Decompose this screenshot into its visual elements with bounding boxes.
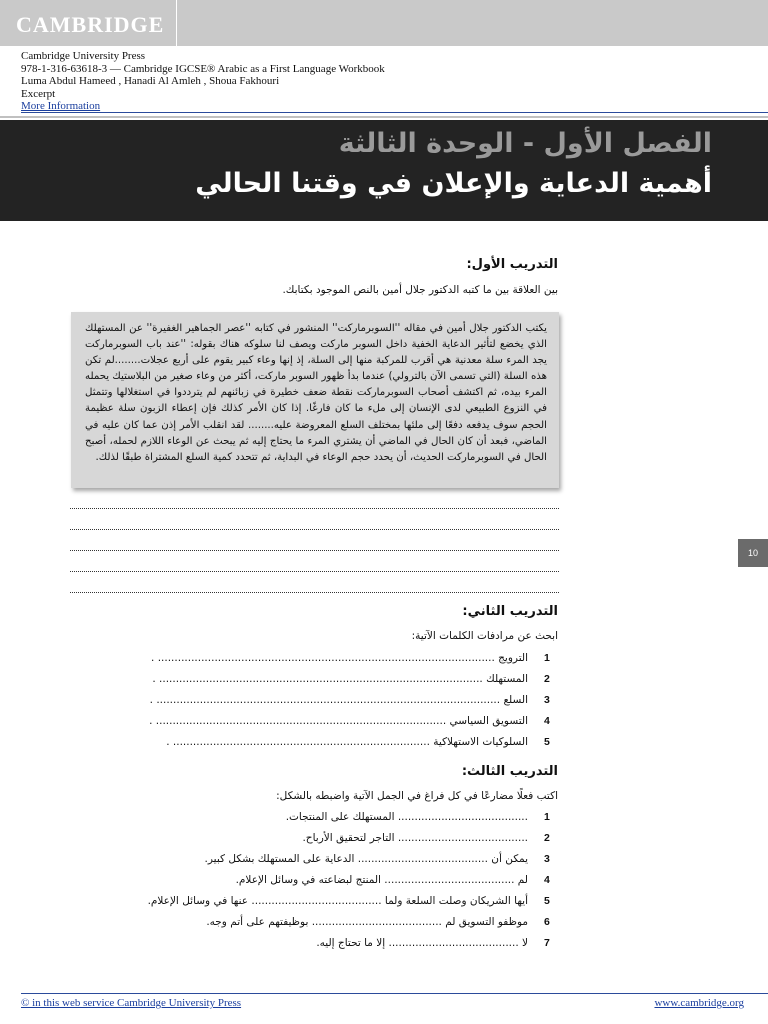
exercise-1-instruction: بين العلاقة بين ما كتبه الدكتور جلال أمين بالنص الموجود بكتابك.	[282, 284, 558, 296]
answer-line[interactable]	[70, 571, 559, 572]
item-text[interactable]: السلع ....................................................................................................... .	[149, 694, 528, 706]
item-text[interactable]: موظفو التسويق لم ....................................... بوظيفتهم على أتم وجه.	[206, 916, 528, 928]
list-item	[68, 853, 558, 874]
item-number: 1	[544, 811, 550, 823]
item-number: 4	[544, 715, 550, 727]
excerpt-label: Excerpt	[21, 87, 56, 100]
cambridge-website-link[interactable]: www.cambridge.org	[654, 997, 744, 1009]
item-number: 2	[544, 673, 550, 685]
list-item	[68, 694, 558, 715]
publisher-name: Cambridge University Press	[21, 50, 146, 62]
more-information-link[interactable]: More Information	[21, 100, 101, 112]
item-number: 5	[544, 895, 550, 907]
item-text[interactable]: الترويج ..................................................................................................... .	[151, 652, 528, 664]
item-text[interactable]: لا ....................................... إلا ما تحتاج إليه.	[316, 937, 528, 949]
list-item	[68, 715, 558, 736]
item-text[interactable]: لم ....................................... المنتج لبضاعته في وسائل الإعلام.	[235, 874, 528, 886]
copyright-link[interactable]: © in this web service Cambridge University Press	[21, 997, 242, 1009]
list-item	[68, 736, 558, 757]
item-number: 4	[544, 874, 550, 886]
list-item	[68, 937, 558, 958]
exercise-1-heading: التدريب الأول:	[466, 257, 558, 272]
item-number: 3	[544, 853, 550, 865]
logo-separator	[176, 0, 177, 46]
item-text[interactable]: ....................................... المستهلك على المنتجات.	[285, 811, 528, 823]
exercise-2-heading: التدريب الثاني:	[462, 604, 558, 619]
item-number: 1	[544, 652, 550, 664]
authors: Luma Abdul Hameed , Hanadi Al Amleh , Shoua Fakhouri	[21, 75, 280, 87]
exercise-2-instruction: ابحث عن مرادفات الكلمات الآتية:	[411, 630, 558, 642]
answer-line[interactable]	[70, 529, 559, 530]
list-item	[68, 916, 558, 937]
cambridge-logo: CAMBRIDGE	[16, 12, 165, 37]
item-number: 7	[544, 937, 550, 949]
list-item	[68, 832, 558, 853]
list-item	[68, 895, 558, 916]
item-text[interactable]: التسويق السياسي ....................................................................................... .	[149, 715, 528, 727]
list-item	[68, 811, 558, 832]
item-number: 3	[544, 694, 550, 706]
item-text[interactable]: المستهلك ................................................................................................. .	[152, 673, 528, 685]
item-text[interactable]: السلوكيات الاستهلاكية ............................................................................. .	[166, 736, 528, 748]
answer-line[interactable]	[70, 508, 559, 509]
chapter-unit-title: الفصل الأول - الوحدة الثالثة	[338, 128, 712, 159]
item-number: 2	[544, 832, 550, 844]
item-text[interactable]: يمكن أن ....................................... الدعاية على المستهلك بشكل كبير.	[204, 853, 528, 865]
item-number: 6	[544, 916, 550, 928]
fill-in-verbs-list	[68, 811, 558, 958]
answer-line[interactable]	[70, 550, 559, 551]
header-divider-grey	[0, 116, 768, 118]
synonyms-list	[68, 652, 558, 757]
item-text[interactable]: أيها الشريكان وصلت السلعة ولما ....................................... عنها في وسائل الإعلام.	[147, 895, 528, 907]
exercise-3-instruction: اكتب فعلًا مضارعًا في كل فراغ في الجمل الآتية واضبطه بالشكل:	[276, 790, 558, 802]
footer-divider	[21, 993, 768, 994]
page-number-tab: 10	[738, 539, 768, 567]
header-divider	[21, 112, 768, 113]
list-item	[68, 652, 558, 673]
item-number: 5	[544, 736, 550, 748]
list-item	[68, 874, 558, 895]
answer-line[interactable]	[70, 592, 559, 593]
book-metadata	[21, 50, 385, 113]
quote-box: يكتب الدكتور جلال أمين في مقاله ''السوبرماركت'' المنشور في كتابه ''عصر الجماهير الغفيرة'' عن المستهلك الذي يخضع لتأثير الدعاية الخفية داخل السوبر ماركت ويصف لنا سلوكه هناك بقوله: ''عند باب السوبرماركت يجد المرء سلة معدنية هي أقرب للمركبة منها إلى السلة، إذ إنها وعاء كبير يقوم على أربع عجلات........لم تكن هذه السلة (التي تسمى الآن بالترولي) عندما بدأ ظهور السوبر ماركت، أكثر من وعاء صغير من البلاستيك يحمله المرء بيده، ثم اكتشف أصحاب السوبرماركت نقطة ضعف خطيرة في زبائنهم لم يترددوا في استغلالها وتتمثل في النزوع الطبيعي لدى الإنسان إلى ملء ما كان فارغًا. إذا كان الأمر كذلك فإن إعطاء الزبون سلة عظيمة الحجم سوف يدفعه دفعًا إلى ملئها بمختلف السلع المعروضة عليه........ لقد انقلب الأمر إذن عما كان عليه في الماضي، فبعد أن كان الحال في الماضي أن يشتري المرء ما يحتاج إليه ثم يبحث عن الوعاء اللازم لحمله، أصبح الحال في السوبرماركت الحديث، أن يحدد حجم الوعاء في البداية، ثم تتحدد كمية السلع المشتراة طبقًا لذلك.	[71, 312, 559, 488]
exercise-3-heading: التدريب الثالث:	[461, 764, 558, 779]
item-text[interactable]: ....................................... التاجر لتحقيق الأرباح.	[302, 832, 528, 844]
isbn-title: 978-1-316-63618-3 — Cambridge IGCSE® Arabic as a First Language Workbook	[21, 62, 385, 75]
lesson-title: أهمية الدعاية والإعلان في وقتنا الحالي	[195, 168, 712, 199]
list-item	[68, 673, 558, 694]
